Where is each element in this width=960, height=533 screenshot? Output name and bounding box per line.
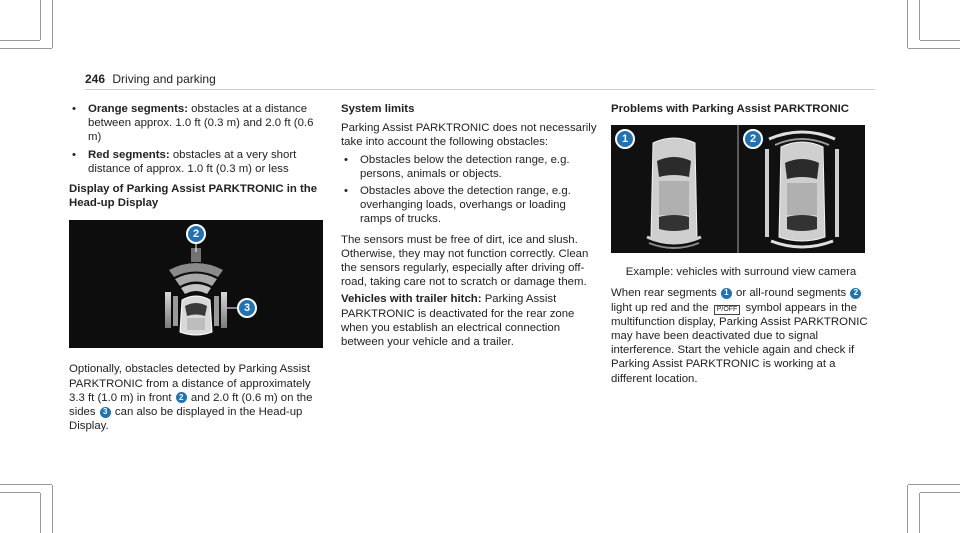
bullet-text: obstacles at a very short distance of approx. 1.0 ft (0.3 m) or less: [88, 148, 297, 175]
bullet-text: obstacles at a distance between approx. 1.0 ft (0.3 m) and 2.0 ft (0.6 m): [88, 103, 314, 144]
bullet-term: Orange segments:: [88, 103, 189, 115]
hud-description: [69, 362, 327, 433]
header-divider: [85, 89, 875, 90]
crop-mark: [52, 485, 53, 533]
bullet-term: Red segments:: [88, 148, 170, 161]
text-run: can also be displayed in the Head-up Display.: [69, 406, 303, 433]
callout-2: 2: [743, 129, 763, 149]
text-run: Optionally, obstacles detected by Parking Assist PARKTRONIC from a distance of approximately 3.3 ft (1.0 m) in front: [69, 363, 311, 404]
callout-2: 2: [186, 224, 206, 244]
sensor-cleaning-paragraph: The sensors must be free of dirt, ice and slush. Otherwise, they may not function correctly. Clean the sensors regularly, especially after driving off-road, taking care not to scratch or damage them.: [341, 233, 589, 289]
bullet-orange-segments: [69, 102, 327, 145]
text-run: symbol appears in the multifunction display, Parking Assist PARKTRONIC may have been deactivated due to signal interference. Start the vehicle again and check if Parking Assist PARKTRONIC is working at a different location.: [611, 301, 868, 385]
parktronic-off-icon: P/OFF: [714, 305, 741, 315]
hud-parktronic-figure: [69, 220, 323, 348]
crop-mark: [0, 484, 52, 485]
callout-2-inline: 2: [850, 288, 861, 299]
trailer-hitch-term: Vehicles with trailer hitch:: [341, 293, 482, 306]
crop-mark: [0, 48, 52, 49]
callout-1: 1: [615, 129, 635, 149]
problems-paragraph: [611, 286, 871, 385]
crop-mark: [40, 493, 41, 533]
trailer-hitch-paragraph: [341, 292, 599, 349]
crop-mark: [52, 0, 53, 48]
callout-2-inline: 2: [176, 392, 187, 403]
section-heading-problems: Problems with Parking Assist PARKTRONIC: [611, 103, 849, 115]
crop-mark: [920, 40, 960, 41]
crop-mark: [908, 484, 960, 485]
callout-3-inline: 3: [100, 407, 111, 418]
crop-mark: [0, 40, 40, 41]
crop-mark: [919, 0, 920, 40]
section-heading-system-limits: System limits: [341, 103, 415, 115]
figure-caption: Example: vehicles with surround view camera: [625, 266, 857, 279]
rear-segments-view: [611, 125, 737, 253]
crop-mark: [40, 0, 41, 40]
crop-mark: [0, 492, 40, 493]
callout-3: 3: [237, 298, 257, 318]
system-limits-intro: Parking Assist PARKTRONIC does not necessarily take into account the following obstacles:: [341, 122, 597, 149]
list-item: • Obstacles above the detection range, e.g. overhanging loads, overhangs or loading ramps of trucks.: [341, 184, 599, 227]
callout-1-inline: 1: [721, 288, 732, 299]
text-run: or all-round segments: [732, 287, 850, 300]
section-title: Driving and parking: [112, 72, 216, 86]
text-run: light up red and the: [611, 301, 712, 314]
text-run: Parking Assist PARKTRONIC is deactivated for the rear zone when you establish an electrical connection between your vehicle and a trailer.: [341, 293, 575, 349]
section-heading-hud: Display of Parking Assist PARKTRONIC in the Head-up Display: [69, 183, 318, 210]
page-number: 246: [85, 72, 106, 86]
column-3: [611, 102, 871, 389]
list-item: • Obstacles below the detection range, e.g. persons, animals or objects.: [341, 153, 599, 181]
crop-mark: [907, 485, 908, 533]
surround-view-figure: [611, 125, 865, 253]
bullet-red-segments: [69, 148, 327, 176]
crop-mark: [920, 492, 960, 493]
column-2: [341, 102, 599, 352]
crop-mark: [908, 48, 960, 49]
crop-mark: [907, 0, 908, 48]
text-run: When rear segments: [611, 287, 720, 300]
column-1: [69, 102, 327, 436]
crop-mark: [919, 493, 920, 533]
text-run: and 2.0 ft (0.6 m) on the sides: [69, 391, 313, 419]
all-round-segments-view: [739, 125, 865, 253]
page-header: [85, 72, 216, 86]
